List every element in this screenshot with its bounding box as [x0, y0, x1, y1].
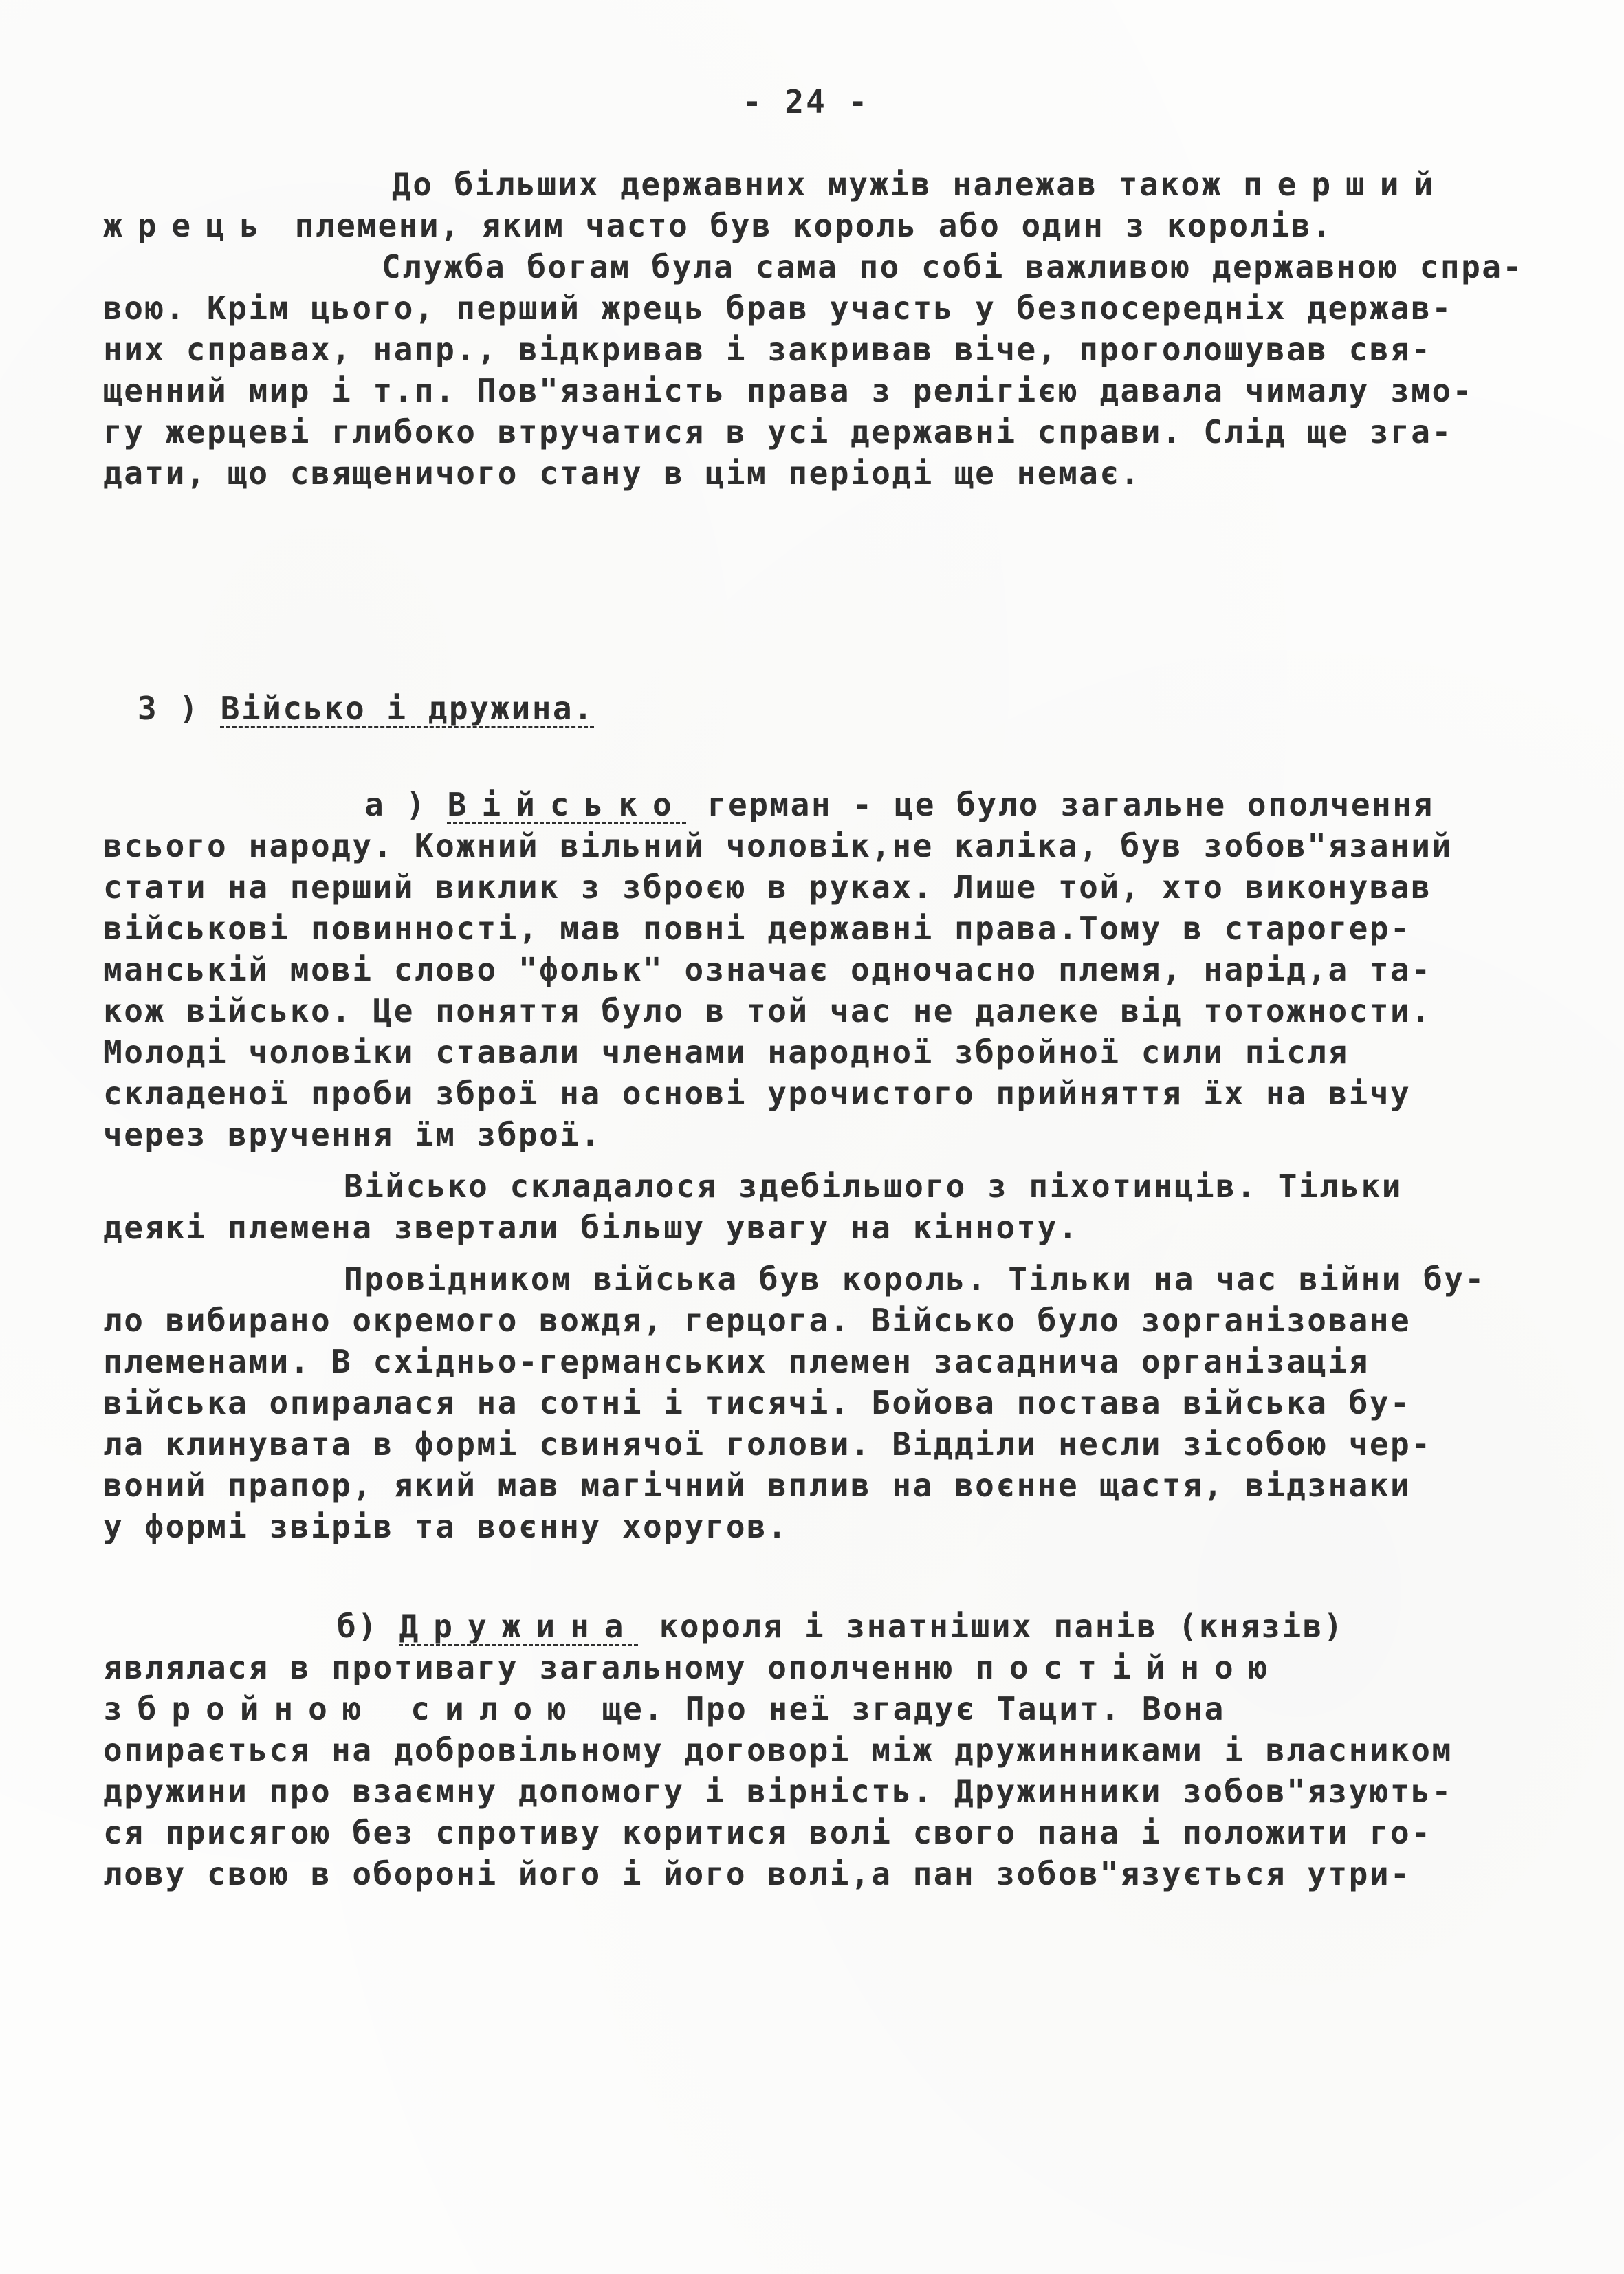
- text-line: війська опиралася на сотні і тисячі. Бойова постава війська бу-: [103, 1384, 1412, 1421]
- section-title: Військо і дружина.: [220, 690, 595, 727]
- text-line: вою. Крім цього, перший жрець брав участь у безпосередніх держав-: [103, 289, 1453, 327]
- section-heading: 3 ) Військо і дружина.: [138, 690, 595, 727]
- text-line: опирається на добровільному договорі між дружинниками і власником: [103, 1731, 1453, 1769]
- text-line: деякі племена звертали більшу увагу на кінноту.: [103, 1209, 1079, 1246]
- text-line: а ) Військо герман - це було загальне ополчення: [364, 786, 1434, 823]
- text-line: всього народу. Кожний вільний чоловік,не каліка, був зобов"язаний: [103, 827, 1453, 864]
- page-number: - 24 -: [743, 83, 870, 120]
- text-line: жрець племени, яким часто був король або один з королів.: [103, 207, 1333, 244]
- text-line: через вручення їм зброї.: [103, 1116, 602, 1153]
- text-line: манській мові слово "фольк" означає одночасно племя, нарід,а та-: [103, 951, 1432, 988]
- text-line: у формі звірів та воєнну хоругов.: [103, 1508, 789, 1545]
- text-line: ся присягою без спротиву коритися волі свого пана і положити го-: [103, 1814, 1432, 1851]
- text-line: щенний мир і т.п. Пов"язаність права з релігією давала чималу змо-: [103, 372, 1473, 409]
- text-line: ло вибирано окремого вождя, герцога. Військо було зорганізоване: [103, 1302, 1412, 1339]
- text-line: лову свою в обороні його і його волі,а пан зобов"язується утри-: [103, 1855, 1412, 1892]
- text-line: дати, що священичого стану в цім періоді ще немає.: [103, 455, 1141, 492]
- text-line: дружини про взаємну допомогу і вірність. Дружинники зобов"язують-: [103, 1773, 1453, 1810]
- text-line: них справах, напр., відкривав і закривав віче, проголошував свя-: [103, 331, 1432, 368]
- text-line: військові повинності, мав повні державні права.Тому в старогер-: [103, 910, 1412, 947]
- term-druzhyna: Дружина: [399, 1608, 639, 1645]
- text-line: Служба богам була сама по собі важливою державною спра-: [382, 248, 1524, 285]
- text-line: гу жерцеві глибоко втручатися в усі державні справи. Слід ще зга-: [103, 413, 1453, 450]
- text-line: стати на перший виклик з зброєю в руках. Лише той, хто виконував: [103, 868, 1432, 906]
- text-line: Молоді чоловіки ставали членами народної збройної сили після: [103, 1034, 1349, 1071]
- text-line: Провідником війська був король. Тільки на час війни бу-: [344, 1260, 1486, 1298]
- text-line: кож військо. Це поняття було в той час не далеке від тотожности.: [103, 992, 1432, 1029]
- text-line: ла клинувата в формі свинячої голови. Відділи несли зісобою чер-: [103, 1425, 1432, 1463]
- text-line: збройною силою ще. Про неї згадує Тацит. Вона: [103, 1690, 1225, 1727]
- text-line: б) Дружина короля і знатніших панів (князів): [337, 1608, 1345, 1645]
- text-line: племенами. В східньо-германських племен засаднича організація: [103, 1343, 1370, 1380]
- text-line: складеної проби зброї на основі урочистого прийняття їх на вічу: [103, 1075, 1412, 1112]
- text-line: Військо складалося здебільшого з піхотинців. Тільки: [344, 1168, 1403, 1205]
- text-line: До більших державних мужів належав також перший: [392, 166, 1449, 203]
- text-line: являлася в противагу загальному ополченню постійною: [103, 1649, 1283, 1686]
- text-line: воний прапор, який мав магічний вплив на воєнне щастя, відзнаки: [103, 1467, 1412, 1504]
- term-vijsko: Військо: [447, 786, 687, 823]
